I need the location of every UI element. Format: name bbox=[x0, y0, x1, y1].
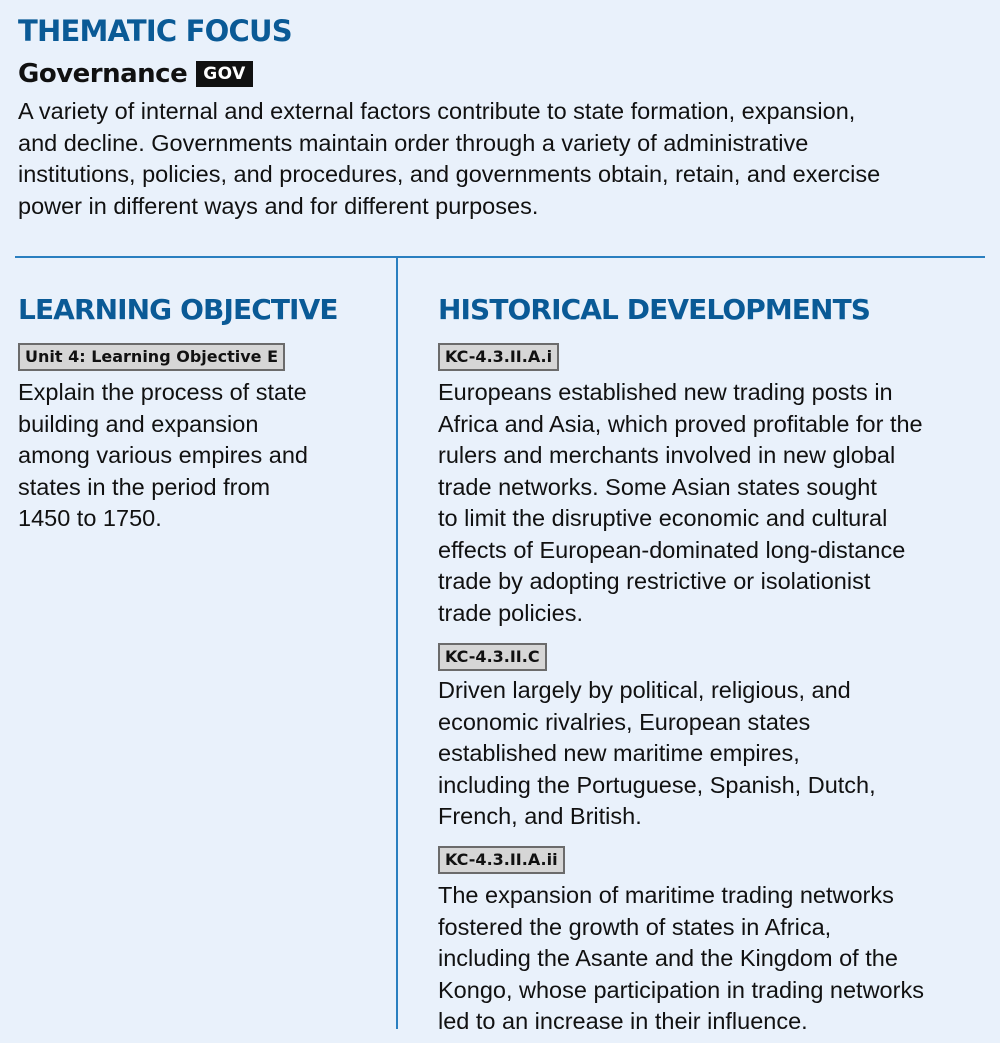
theme-description-line: power in different ways and for different purposes. bbox=[18, 192, 539, 219]
learning-objective-line: Explain the process of state bbox=[18, 379, 307, 405]
learning-objective-line: among various empires and bbox=[18, 442, 308, 468]
development-line: Europeans established new trading posts in bbox=[438, 379, 893, 405]
development-line: including the Asante and the Kingdom of the bbox=[438, 945, 898, 971]
learning-objective-tag: Unit 4: Learning Objective E bbox=[18, 343, 285, 371]
theme-description-line: A variety of internal and external factors contribute to state formation, expansion, bbox=[18, 98, 856, 124]
development-line: Africa and Asia, which proved profitable for the bbox=[438, 410, 923, 437]
theme-name: Governance bbox=[18, 59, 188, 89]
development-line: fostered the growth of states in Africa, bbox=[438, 913, 832, 940]
theme-name-row bbox=[18, 56, 253, 92]
vertical-divider bbox=[396, 257, 398, 1029]
development-line: to limit the disruptive economic and cultural bbox=[438, 505, 888, 531]
learning-objective-text bbox=[18, 377, 358, 535]
theme-description-line: institutions, policies, and procedures, and governments obtain, retain, and exercise bbox=[18, 161, 881, 187]
development-line: French, and British. bbox=[438, 803, 642, 829]
theme-description bbox=[18, 96, 978, 222]
kc-tag: KC-4.3.II.C bbox=[438, 643, 547, 671]
development-line: The expansion of maritime trading networks bbox=[438, 882, 894, 908]
development-line: effects of European-dominated long-distance bbox=[438, 536, 906, 563]
historical-development-text bbox=[438, 377, 983, 629]
development-line: economic rivalries, European states bbox=[438, 708, 811, 735]
learning-objective-line: building and expansion bbox=[18, 410, 259, 437]
learning-objective-line: 1450 to 1750. bbox=[18, 505, 162, 531]
development-line: Kongo, whose participation in trading networks bbox=[438, 976, 924, 1003]
historical-developments-heading: HISTORICAL DEVELOPMENTS bbox=[438, 293, 871, 326]
development-line: trade networks. Some Asian states sought bbox=[438, 473, 877, 500]
kc-tag: KC-4.3.II.A.ii bbox=[438, 846, 565, 874]
historical-development-text bbox=[438, 675, 983, 833]
horizontal-divider bbox=[15, 256, 985, 258]
development-line: established new maritime empires, bbox=[438, 740, 800, 766]
learning-objective-heading: LEARNING OBJECTIVE bbox=[18, 293, 338, 326]
kc-tag: KC-4.3.II.A.i bbox=[438, 343, 559, 371]
development-line: Driven largely by political, religious, and bbox=[438, 677, 851, 703]
thematic-focus-title: THEMATIC FOCUS bbox=[18, 14, 292, 48]
development-line: rulers and merchants involved in new global bbox=[438, 442, 896, 468]
development-line: led to an increase in their influence. bbox=[438, 1008, 808, 1034]
development-line: trade by adopting restrictive or isolationist bbox=[438, 568, 871, 594]
learning-objective-line: states in the period from bbox=[18, 473, 271, 500]
theme-badge: GOV bbox=[196, 61, 253, 87]
historical-development-text bbox=[438, 880, 983, 1038]
development-line: trade policies. bbox=[438, 599, 583, 626]
theme-description-line: and decline. Governments maintain order through a variety of administrative bbox=[18, 129, 809, 156]
development-line: including the Portuguese, Spanish, Dutch, bbox=[438, 771, 876, 798]
